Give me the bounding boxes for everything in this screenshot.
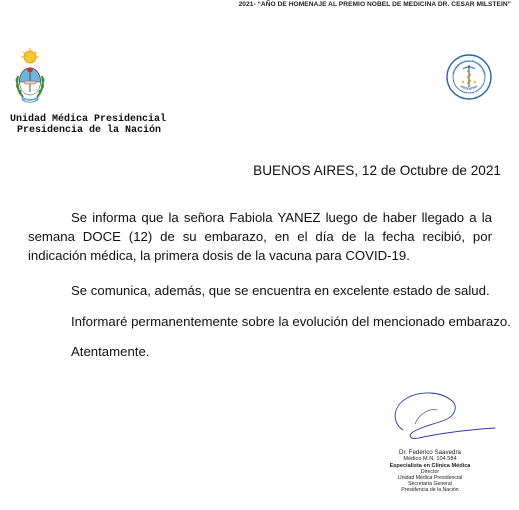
svg-text:Unidad Médica Presidencial: Unidad Médica Presidencial [451,58,487,75]
paragraph-2: Se comunica, además, que se encuentra en excelente estado de salud. [71,283,490,298]
paragraph-3: Informaré permanentemente sobre la evolución del mencionado embarazo. [71,314,511,329]
organization-name [10,114,166,136]
organization-line-1: Unidad Médica Presidencial [10,114,167,125]
letter-date: BUENOS AIRES, 12 de Octubre de 2021 [253,163,501,178]
medical-unit-seal-icon [446,54,492,100]
signer-name: Dr. Federico Saavedra [399,449,461,456]
signer-unit: Unidad Médica Presidencial [397,475,463,481]
signer-secretariat: Secretaría General [408,481,452,487]
year-motto-header: 2021- “AÑO DE HOMENAJE AL PREMIO NOBEL DE MEDICINA DR. CESAR MILSTEIN” [238,1,511,8]
signer-specialty: Especialista en Clínica Médica [389,462,471,469]
paragraph-1: Se informa que la señora Fabiola YANEZ luego de haber llegado a la semana DOCE (12) de su embarazo, en el día de la fecha recibió, por indicación médica, la primera dosis de la vacuna para COVID-19. [28,210,492,263]
closing: Atentamente. [71,344,150,359]
signer-license: Médico M.N. 104.584 [403,456,457,462]
organization-line-2: Presidencia de la Nación [17,125,162,136]
signature-stamp [360,449,500,493]
signer-office: Presidencia de la Nación [401,487,459,493]
svg-text:ARGENTINA: ARGENTINA [459,84,479,91]
handwritten-signature [385,386,501,444]
signer-role: Director [420,469,440,475]
coat-of-arms-icon [14,48,46,110]
